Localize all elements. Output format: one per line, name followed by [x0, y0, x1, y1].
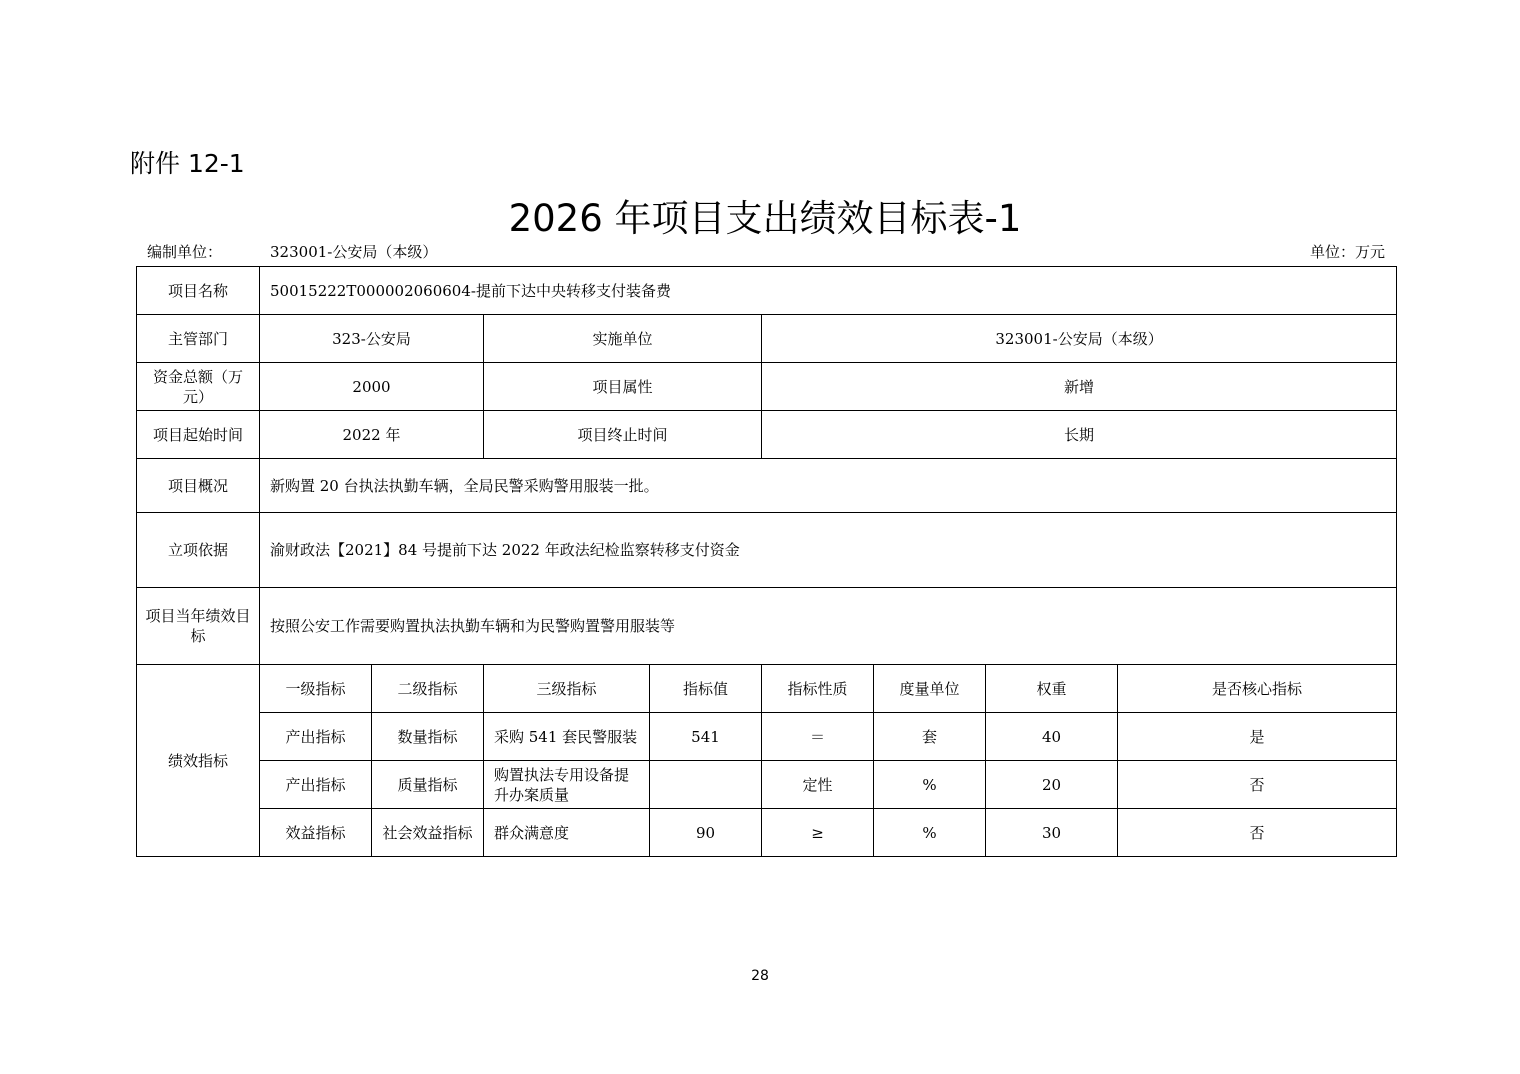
indicator-cell: 90: [650, 809, 762, 857]
org-value: 323001-公安局（本级）: [270, 243, 438, 261]
start-label: 项目起始时间: [137, 411, 260, 459]
indicator-cell: 群众满意度: [484, 809, 650, 857]
end-value: 长期: [762, 411, 1397, 459]
indicator-cell: 数量指标: [372, 713, 484, 761]
page-number: 28: [751, 968, 769, 984]
row-project-name: [137, 267, 1397, 315]
basis-label: 立项依据: [137, 513, 260, 588]
header-cell: 指标性质: [762, 665, 874, 713]
header-cell: 指标值: [650, 665, 762, 713]
row-goal: [137, 588, 1397, 665]
indicator-cell: %: [874, 809, 986, 857]
indicator-cell: 套: [874, 713, 986, 761]
indicator-cell: 质量指标: [372, 761, 484, 809]
row-fund: [137, 363, 1397, 411]
fund-label: 资金总额（万元）: [137, 363, 260, 411]
goal-label: 项目当年绩效目标: [137, 588, 260, 665]
indicators-label: 绩效指标: [137, 665, 260, 857]
indicator-cell: 定性: [762, 761, 874, 809]
indicator-cell: 效益指标: [260, 809, 372, 857]
indicator-cell: 采购 541 套民警服装: [484, 713, 650, 761]
header-cell: 度量单位: [874, 665, 986, 713]
end-label: 项目终止时间: [484, 411, 762, 459]
project-name-label: 项目名称: [137, 267, 260, 315]
indicator-row: [137, 809, 1397, 857]
attr-value: 新增: [762, 363, 1397, 411]
row-time: [137, 411, 1397, 459]
start-value: 2022 年: [260, 411, 484, 459]
indicator-cell: 541: [650, 713, 762, 761]
overview-value: 新购置 20 台执法执勤车辆，全局民警采购警用服装一批。: [260, 459, 1397, 513]
impl-label: 实施单位: [484, 315, 762, 363]
fund-value: 2000: [260, 363, 484, 411]
attachment-label: 附件 12-1: [130, 149, 245, 178]
indicator-row: [137, 761, 1397, 809]
indicator-cell: 购置执法专用设备提升办案质量: [484, 761, 650, 809]
indicator-cell: 是: [1118, 713, 1397, 761]
indicator-cell: 产出指标: [260, 713, 372, 761]
indicator-cell: 产出指标: [260, 761, 372, 809]
row-dept: [137, 315, 1397, 363]
header-cell: 二级指标: [372, 665, 484, 713]
dept-value: 323-公安局: [260, 315, 484, 363]
indicator-cell: %: [874, 761, 986, 809]
indicator-cell: 否: [1118, 761, 1397, 809]
org-label: 编制单位：: [147, 243, 223, 261]
overview-label: 项目概况: [137, 459, 260, 513]
attr-label: 项目属性: [484, 363, 762, 411]
impl-value: 323001-公安局（本级）: [762, 315, 1397, 363]
header-cell: 一级指标: [260, 665, 372, 713]
header-cell: 三级指标: [484, 665, 650, 713]
unit-label: 单位：万元: [1309, 243, 1385, 261]
basis-value: 渝财政法【2021】84 号提前下达 2022 年政法纪检监察转移支付资金: [260, 513, 1397, 588]
goal-value: 按照公安工作需要购置执法执勤车辆和为民警购置警用服装等: [260, 588, 1397, 665]
indicator-cell: 20: [986, 761, 1118, 809]
indicator-cell: 社会效益指标: [372, 809, 484, 857]
header-cell: 权重: [986, 665, 1118, 713]
project-name-value: 50015222T000002060604-提前下达中央转移支付装备费: [260, 267, 1397, 315]
indicator-row: [137, 713, 1397, 761]
row-overview: [137, 459, 1397, 513]
indicator-cell: ≥: [762, 809, 874, 857]
dept-label: 主管部门: [137, 315, 260, 363]
performance-table: [136, 266, 1397, 857]
indicator-cell: 否: [1118, 809, 1397, 857]
page-title: 2026 年项目支出绩效目标表-1: [508, 197, 1022, 240]
indicator-cell: 40: [986, 713, 1118, 761]
indicator-cell: ＝: [762, 713, 874, 761]
header-cell: 是否核心指标: [1118, 665, 1397, 713]
org-info: [147, 241, 437, 262]
indicator-cell: [650, 761, 762, 809]
indicator-header-row: [137, 665, 1397, 713]
indicator-cell: 30: [986, 809, 1118, 857]
row-basis: [137, 513, 1397, 588]
